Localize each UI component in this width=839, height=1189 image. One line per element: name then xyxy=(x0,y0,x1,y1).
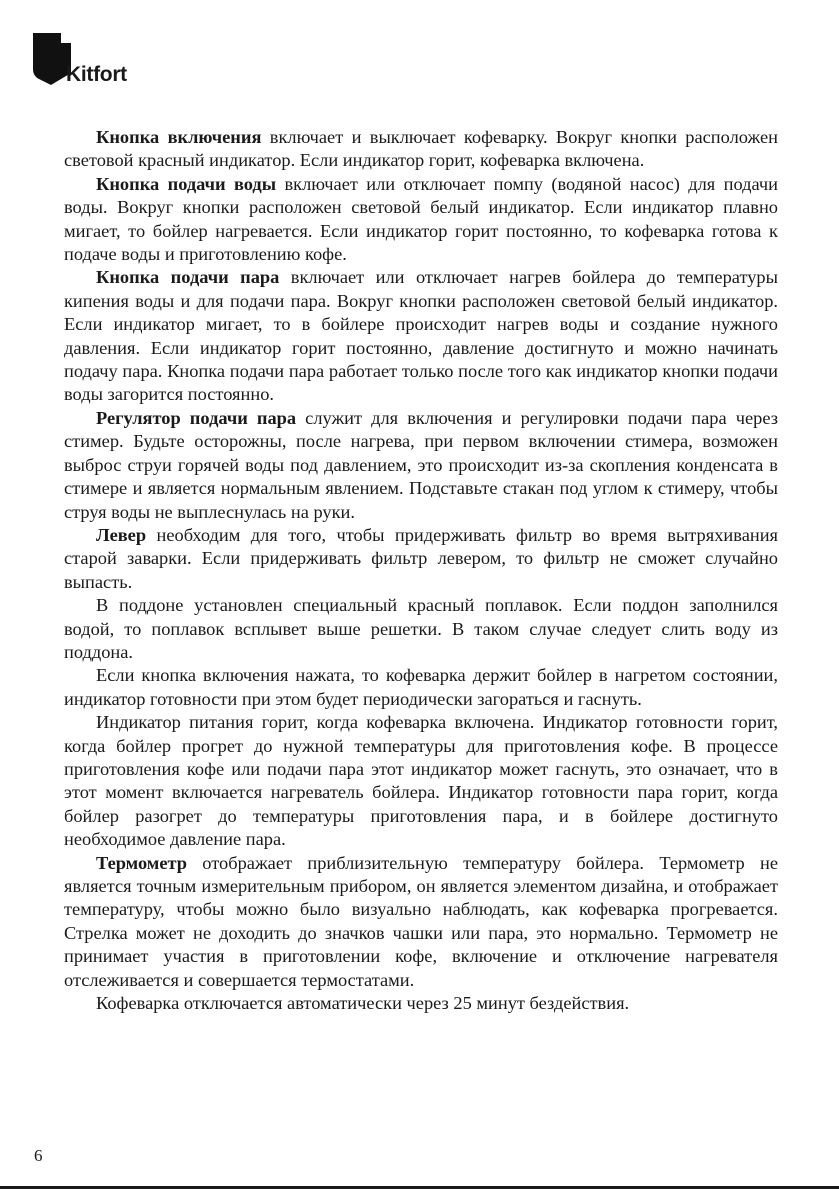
document-body xyxy=(64,126,778,1015)
logo-wordmark: Kitfort xyxy=(66,63,127,86)
paragraph-text: служит для включения и регулировки подачи пара через стимер. Будьте осторожны, после нагрева, при первом включении стимера, возможен выброс струи горячей воды под давлением, это происходит из-за скопления конденсата в стимере и является нормальным явлением. Подставьте стакан под углом к стимеру, чтобы струя воды не выплеснулась на руки. xyxy=(64,407,778,522)
paragraph-steam-button xyxy=(64,266,778,406)
paragraph-text: Индикатор питания горит, когда кофеварка включена. Индикатор готовности горит, когда бойлер прогрет до нужной температуры для приготовления кофе. В процессе приготовления кофе или подачи пара этот индикатор может гаснуть, это означает, что в этот момент включается нагреватель бойлера. Индикатор готовности пара горит, когда бойлер разогрет до температуры приготовления пара, и в бойлере достигнуто необходимое давление пара. xyxy=(64,712,778,850)
term-power-button: Кнопка включения xyxy=(96,127,262,147)
paragraph-indicators xyxy=(64,711,778,851)
paragraph-text: Кофеварка отключается автоматически через 25 минут бездействия. xyxy=(96,993,630,1014)
paragraph-text: включает или отключает нагрев бойлера до температуры кипения воды и для подачи пара. Вокруг кнопки расположен световой белый индикатор. Если индикатор мигает, то в бойлере происходит нагрев воды и создание нужного давления. Если индикатор горит постоянно, давление достигнуто и можно начинать подачу пара. Кнопка подачи пара работает только после того как индикатор кнопки подачи воды загорится постоянно. xyxy=(64,267,778,405)
paragraph-boiler-heated xyxy=(64,664,778,711)
paragraph-text: необходим для того, чтобы придерживать фильтр во время вытряхивания старой заварки. Если придерживать фильтр левером, то фильтр не сможет случайно выпасть. xyxy=(64,524,778,592)
paragraph-thermometer xyxy=(64,852,778,992)
paragraph-text: включает и выключает кофеварку. Вокруг кнопки расположен световой красный индикатор. Если индикатор горит, кофеварка включена. xyxy=(64,127,778,171)
paragraph-power-button xyxy=(64,126,778,173)
paragraph-text: отображает приблизительную температуру бойлера. Термометр не является точным измерительным прибором, он является элементом дизайна, и отображает температуру, чтобы можно было визуально наблюдать, как кофеварка прогревается. Стрелка может не доходить до значков чашки или пара, это нормально. Термометр не принимает участия в приготовлении кофе, включение и отключение нагревателя отслеживается и совершается термостатами. xyxy=(64,852,778,990)
paragraph-text: В поддоне установлен специальный красный поплавок. Если поддон заполнился водой, то поплавок всплывет выше решетки. В таком случае следует слить воду из поддона. xyxy=(64,595,778,662)
paragraph-text: включает или отключает помпу (водяной насос) для подачи воды. Вокруг кнопки расположен световой белый индикатор. Если индикатор плавно мигает, то бойлер нагревается. Если индикатор горит постоянно, то кофеварка готова к подаче воды и приготовлению кофе. xyxy=(64,173,778,265)
term-steam-regulator: Регулятор подачи пара xyxy=(96,407,297,428)
term-steam-button: Кнопка подачи пара xyxy=(96,267,280,288)
term-lever: Левер xyxy=(96,524,147,545)
paragraph-steam-regulator xyxy=(64,407,778,524)
term-water-button: Кнопка подачи воды xyxy=(96,173,277,194)
paragraph-text: Если кнопка включения нажата, то кофеварка держит бойлер в нагретом состоянии, индикатор готовности при этом будет периодически загораться и гаснуть. xyxy=(64,665,778,709)
page-number: 6 xyxy=(34,1146,43,1165)
paragraph-auto-off xyxy=(64,992,778,1015)
paragraph-water-button xyxy=(64,173,778,267)
paragraph-drip-tray-float xyxy=(64,594,778,664)
term-thermometer: Термометр xyxy=(96,852,187,873)
paragraph-lever xyxy=(64,524,778,594)
